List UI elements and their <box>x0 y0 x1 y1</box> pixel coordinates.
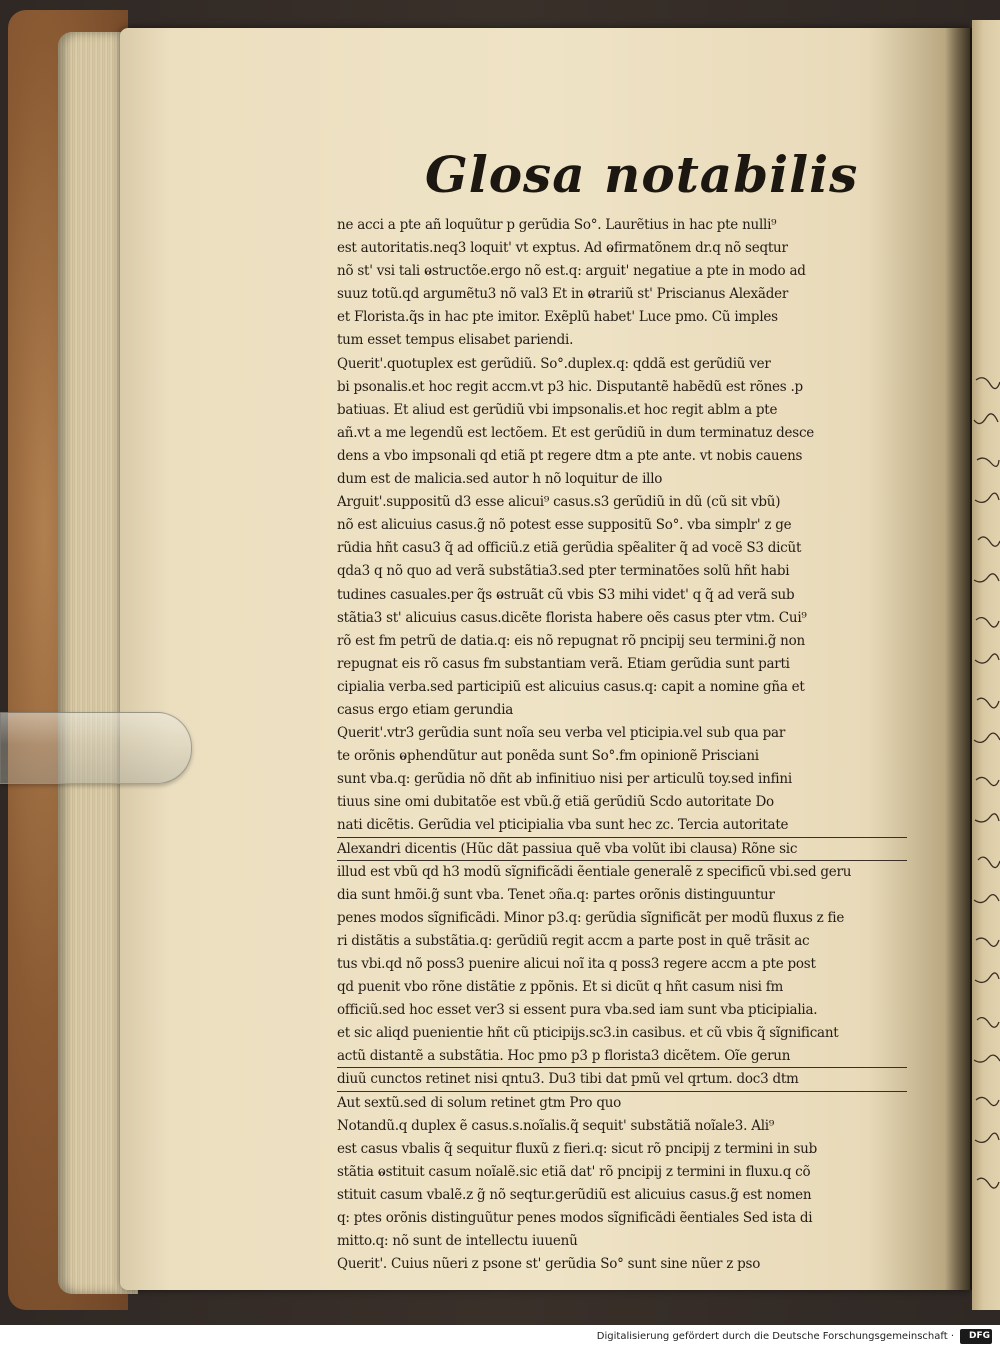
text-line: et sic aliqd puenientie hñt cũ pticipijs.sc3.in casibus. et cũ vbis q̃ sĩgnificant <box>337 1025 839 1042</box>
text-line: ne acci a pte añ loquũtur p gerũdia So°. Laurẽtius in hac pte nulli⁹ <box>337 217 777 233</box>
text-line: dum est de malicia.sed autor h nõ loquitur de illo <box>337 471 663 488</box>
text-line-underlined: diuũ cunctos retinet nisi qntu3. Du3 tibi dat pmũ vel qrtum. doc3 dtm <box>337 1068 907 1091</box>
text-line: añ.vt a me legendũ est lectõem. Et est gerũdiũ in dum terminatuz desce <box>337 424 815 441</box>
text-line: repugnat eis rõ casus fm substantiam verã. Etiam gerũdia sunt parti <box>337 655 790 672</box>
text-line: est casus vbalis q̃ sequitur fluxũ z fieri.q: sicut rõ pncipij z termini in sub <box>337 1140 817 1157</box>
funding-credit: Digitalisierung gefördert durch die Deutsche Forschungsgemeinschaft · <box>596 1331 954 1342</box>
text-line: Querit'.vtr3 gerũdia sunt noĩa seu verba vel pticipia.vel sub qua par <box>337 725 786 742</box>
text-line: batiuas. Et aliud est gerũdiũ vbi impsonalis.et hoc regit ablm a pte <box>337 401 778 418</box>
text-line-underlined: Alexandri dicentis (Hũc dãt passiua quẽ vba volũt ibi clausa) Rõne sic <box>337 838 907 861</box>
text-line: q: ptes orõnis distinguũtur penes modos sĩgnificãdi ẽentiales Sed ista di <box>337 1210 813 1227</box>
text-line: illud est vbũ qd h3 modũ sĩgnificãdi ẽentiale generalẽ z specificũ vbi.sed geru <box>337 863 852 880</box>
text-line: Querit'. Cuius nũeri z psone st' gerũdia So° sunt sine nũer z pso <box>337 1256 761 1273</box>
text-line: stãtia ⱺstituit casum noĩalẽ.sic etiã dat' rõ pncipij z termini in fluxu.q cõ <box>337 1163 811 1180</box>
handwritten-annotations <box>972 20 1000 1310</box>
text-line: nõ st' vsi tali ⱺstructõe.ergo nõ est.q: arguit' negatiue a pte in modo ad <box>337 263 806 280</box>
text-line: tus vbi.qd nõ poss3 puenire alicui noĩ ita q poss3 regere accm a pte post <box>337 956 816 972</box>
text-line: dia sunt hmõi.g̃ sunt vba. Tenet ɔña.q: partes orõnis distinguuntur <box>337 886 775 903</box>
text-line: et Florista.q̃s in hac pte imitor. Exẽplũ habet' Luce pmo. Cũ imples <box>337 309 778 326</box>
text-line: ri distãtis a substãtia.q: gerũdiũ regit accm a parte post in quẽ trãsit ac <box>337 932 810 949</box>
text-line: qd puenit vbo rõne distãtie z ppõnis. Et si dicũt q hñt casum nisi fm <box>337 979 784 996</box>
text-line: stãtia3 st' alicuius casus.dicẽte florista habere oẽs casus pter vtm. Cui⁹ <box>337 609 807 626</box>
text-line: est autoritatis.neq3 loquit' vt exptus. Ad ⱺfirmatõnem dr.q nõ seqtur <box>337 240 788 257</box>
text-line: sunt vba.q: gerũdia nõ dñt ab infinitiuo nisi per articulũ toy.sed infini <box>337 771 792 788</box>
text-line: rũdia hñt casu3 q̃ ad officiũ.z etiã gerũdia spẽaliter q̃ ad vocẽ S3 dicũt <box>337 540 802 557</box>
text-line: Aut sextũ.sed di solum retinet gtm Pro quo <box>337 1094 622 1111</box>
text-line-underlined: nati dicẽtis. Gerũdia vel pticipialia vba sunt hec zc. Tercia autoritate <box>337 814 907 837</box>
text-line: tum esset tempus elisabet pariendi. <box>337 332 574 349</box>
text-block <box>337 214 907 1276</box>
text-line: cipialia verba.sed participiũ est alicuius casus.q: capit a nomine gña et <box>337 678 805 695</box>
footer-bar <box>0 1325 1000 1349</box>
text-line: Querit'.quotuplex est gerũdiũ. So°.duplex.q: qddã est gerũdiũ ver <box>337 355 771 372</box>
text-line: bi psonalis.et hoc regit accm.vt p3 hic. Disputantẽ habẽdũ est rõnes .p <box>337 378 803 395</box>
text-line: suuz totũ.qd argumẽtu3 nõ val3 Et in ⱺtrariũ st' Priscianus Alexãder <box>337 286 789 303</box>
text-line: dens a vbo impsonali qd etiã pt regere dtm a pte ante. vt nobis cauens <box>337 447 803 464</box>
text-line: Notandũ.q duplex ẽ casus.s.noĩalis.q̃ sequit' substãtiã noĩale3. Ali⁹ <box>337 1117 774 1134</box>
dfg-logo-text: DFG <box>968 1331 990 1341</box>
text-line: stituit casum vbalẽ.z g̃ nõ seqtur.gerũdiũ est alicuius casus.g̃ est nomen <box>337 1186 812 1203</box>
text-line: qda3 q nõ quo ad verã substãtia3.sed pter terminatões solũ hñt habi <box>337 563 790 580</box>
facing-page <box>972 20 1000 1310</box>
text-line: officiũ.sed hoc esset ver3 si essent pura vba.sed iam sunt vba pticipialia. <box>337 1002 818 1019</box>
text-line: tudines casuales.per q̃s ⱺstruãt cũ vbis S3 mihi videt' q q̃ ad verã sub <box>337 586 795 603</box>
text-line: rõ est fm petrũ de datia.q: eis nõ repugnat rõ pncipij seu termini.g̃ non <box>337 632 805 649</box>
text-line: mitto.q: nõ sunt de intellectu iuuenũ <box>337 1233 578 1250</box>
gutter-shadow <box>945 28 975 1290</box>
text-line: penes modos sĩgnificãdi. Minor p3.q: gerũdia sĩgnificãt per modũ fluxus z fie <box>337 909 845 926</box>
glass-page-clip <box>0 712 192 784</box>
text-line: nõ est alicuius casus.g̃ nõ potest esse suppositũ So°. vba simplr' z ge <box>337 517 792 534</box>
page-heading: Glosa notabilis <box>425 145 859 204</box>
text-line: tiuus sine omi dubitatõe est vbũ.g̃ etiã gerũdiũ Scdo autoritate Do <box>337 794 774 811</box>
text-line-underlined: actũ distantẽ a substãtia. Hoc pmo p3 p florista3 dicẽtem. Oĩe gerun <box>337 1045 907 1068</box>
text-line: Arguit'.suppositũ d3 esse alicui⁹ casus.s3 gerũdiũ in dũ (cũ sit vbũ) <box>337 494 781 511</box>
text-line: te orõnis ⱺphendũtur aut ponẽda sunt So°.fm opinionẽ Prisciani <box>337 748 759 765</box>
text-line: casus ergo etiam gerundia <box>337 701 514 718</box>
